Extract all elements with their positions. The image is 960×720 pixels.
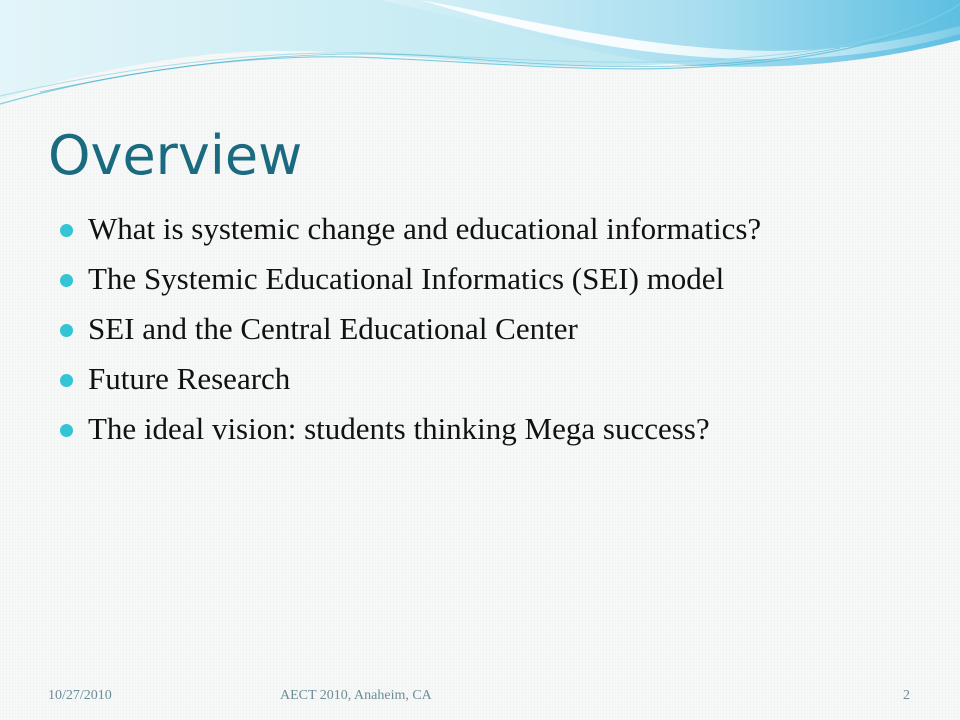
bullet-item xyxy=(0,404,960,454)
bullet-icon xyxy=(60,274,73,287)
bullet-icon xyxy=(60,374,73,387)
slide-footer xyxy=(0,684,960,708)
bullet-icon xyxy=(60,424,73,437)
bullet-text: SEI and the Central Educational Center xyxy=(88,311,578,346)
bullet-item xyxy=(0,204,960,254)
bullet-icon xyxy=(60,324,73,337)
bullet-icon xyxy=(60,224,73,237)
bullet-item xyxy=(0,304,960,354)
bullet-item xyxy=(0,254,960,304)
footer-page-number: 2 xyxy=(903,688,910,703)
header-wave-decoration xyxy=(0,0,960,120)
bullet-text: Future Research xyxy=(88,361,291,396)
bullet-text: The ideal vision: students thinking Mega success? xyxy=(88,411,710,446)
slide-title: Overview xyxy=(48,124,303,187)
bullet-text: What is systemic change and educational informatics? xyxy=(88,211,762,246)
bullet-item xyxy=(0,354,960,404)
bullet-list xyxy=(0,204,960,454)
footer-date: 10/27/2010 xyxy=(48,688,112,703)
footer-event: AECT 2010, Anaheim, CA xyxy=(280,688,432,703)
bullet-text: The Systemic Educational Informatics (SEI) model xyxy=(88,261,725,296)
